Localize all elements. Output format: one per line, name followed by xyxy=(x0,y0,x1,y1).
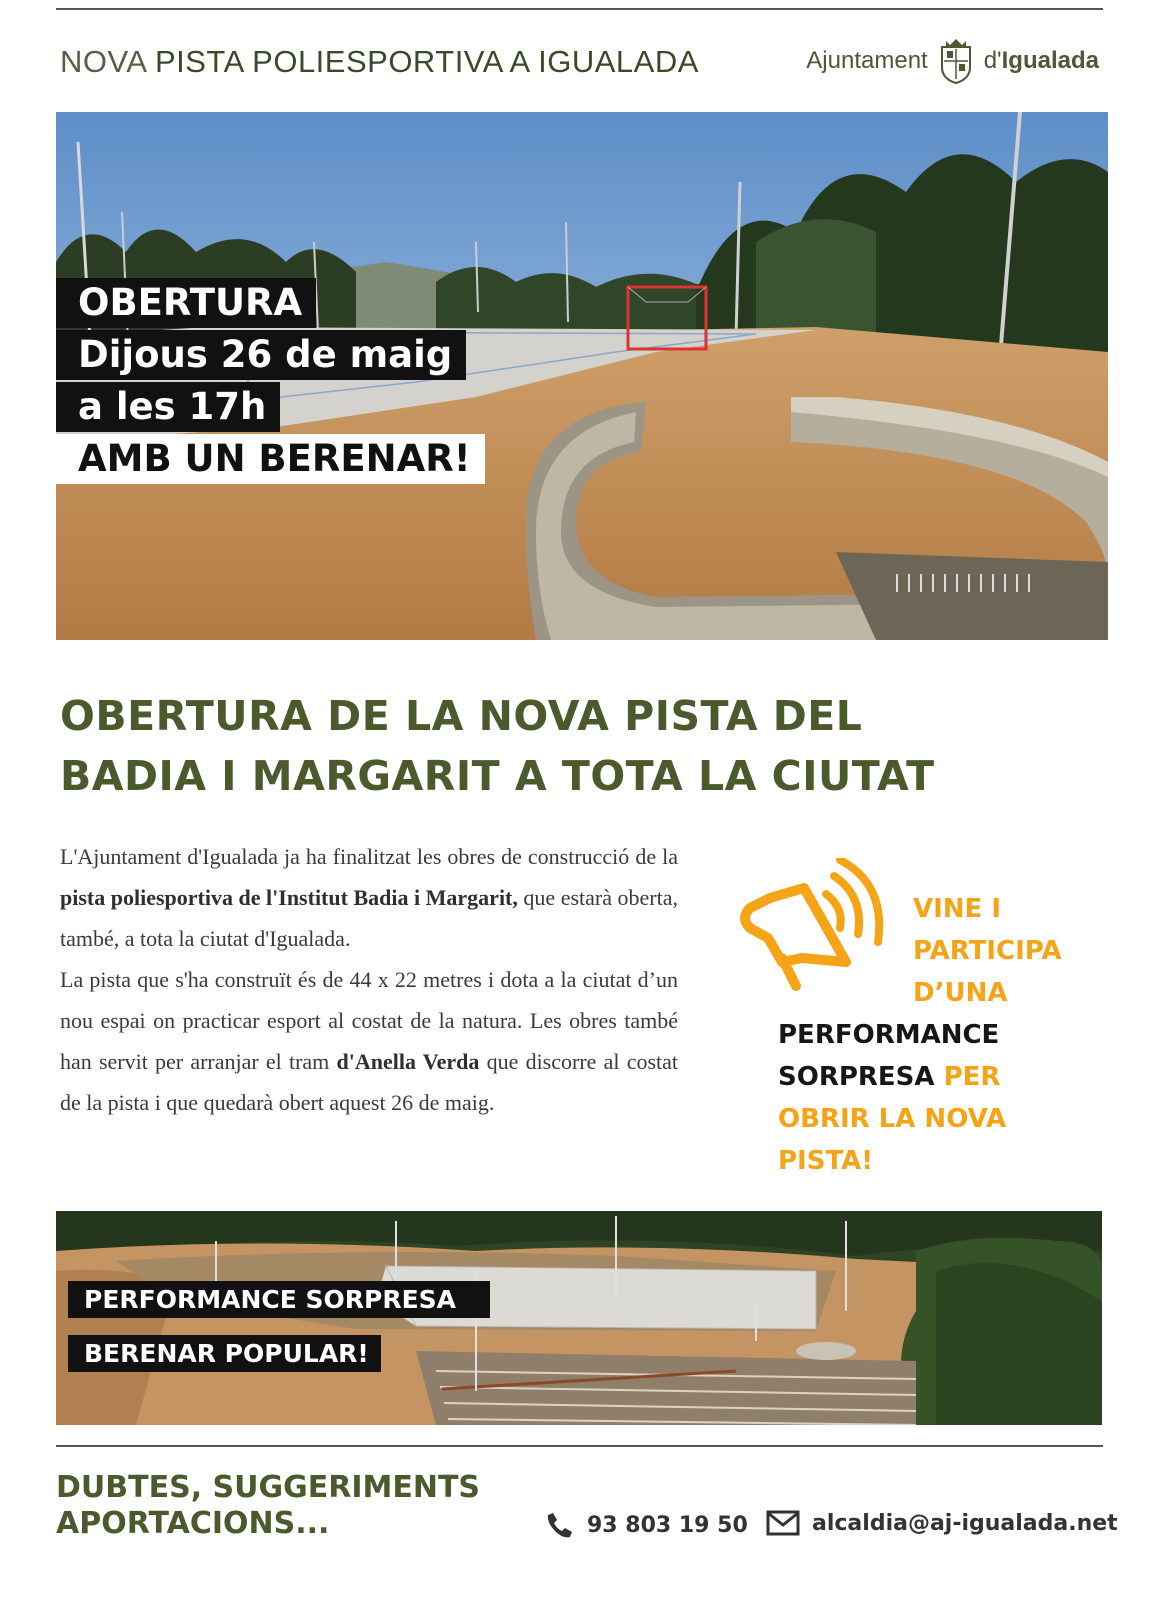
callout-line-5-orange: PER xyxy=(943,1062,1001,1092)
p1-text-a: L'Ajuntament d'Igualada ja ha finalitzat les obres de construcció de la xyxy=(60,844,678,869)
callout-line-5-dark: SORPRESA xyxy=(778,1062,944,1092)
callout-line-4: PERFORMANCE xyxy=(778,1020,1000,1050)
bottom-divider xyxy=(56,1445,1103,1447)
document-title xyxy=(60,44,699,80)
callout-line-2: PARTICIPA xyxy=(913,936,1062,966)
p2-text-b: que discorre al costat de la pista i que quedarà obert aquest 26 de maig. xyxy=(60,1049,679,1115)
body-paragraph-1 xyxy=(60,836,678,959)
hero-tag-obertura: OBERTURA xyxy=(56,278,316,328)
callout-line-7: PISTA! xyxy=(778,1146,874,1176)
hero-tag-berenar: AMB UN BERENAR! xyxy=(56,434,485,484)
main-headline xyxy=(60,686,1110,806)
court-aerial-photo xyxy=(56,1211,1102,1425)
hero-photo xyxy=(56,112,1108,640)
email-contact[interactable] xyxy=(766,1510,1118,1536)
title-light-word: NOVA xyxy=(60,44,146,79)
headline-line-2: BADIA I MARGARIT A TOTA LA CIUTAT xyxy=(60,752,935,800)
envelope-icon xyxy=(766,1510,800,1536)
callout-line-6: OBRIR LA NOVA xyxy=(778,1104,1007,1134)
contact-title xyxy=(56,1470,480,1542)
phone-contact[interactable] xyxy=(545,1510,748,1540)
logo-left-text: Ajuntament xyxy=(806,47,928,74)
callout-line-3: D’UNA xyxy=(913,978,1008,1008)
callout-box xyxy=(778,888,1062,1182)
logo-prefix: d' xyxy=(983,47,1002,74)
photo-tag-performance: PERFORMANCE SORPRESA xyxy=(68,1281,490,1318)
logo-right-text xyxy=(984,47,1099,75)
callout-line-5 xyxy=(778,1056,1062,1098)
ajuntament-logo xyxy=(806,36,1099,86)
contact-title-line-2: APORTACIONS... xyxy=(56,1506,330,1541)
callout-line-1: VINE I xyxy=(913,894,1002,924)
logo-town: Igualada xyxy=(1001,47,1099,74)
headline-line-1: OBERTURA DE LA NOVA PISTA DEL xyxy=(60,692,863,740)
phone-number[interactable]: 93 803 19 50 xyxy=(587,1512,748,1538)
body-text xyxy=(60,836,678,1123)
hero-tag-date: Dijous 26 de maig xyxy=(56,330,466,380)
p1-text-b: que estarà oberta, també, a tota la ciutat d'Igualada. xyxy=(60,885,678,951)
top-divider xyxy=(56,8,1103,10)
photo-tag-berenar: BERENAR POPULAR! xyxy=(68,1335,381,1372)
coat-of-arms-icon xyxy=(936,37,976,85)
hero-tag-time: a les 17h xyxy=(56,382,280,432)
p2-bold: d'Anella Verda xyxy=(336,1049,480,1074)
phone-icon xyxy=(545,1510,575,1540)
email-address[interactable]: alcaldia@aj-igualada.net xyxy=(812,1510,1118,1536)
p2-text-a: La pista que s'ha construït és de 44 x 22 metres i dota a la ciutat d’un nou espai on practicar esport al costat de la natura. Les obres també han servit per arranjar el tram xyxy=(60,967,678,1074)
body-paragraph-2 xyxy=(60,959,678,1123)
p1-bold: pista poliesportiva de l'Institut Badia i Margarit, xyxy=(60,885,518,910)
contact-title-line-1: DUBTES, SUGGERIMENTS xyxy=(56,1470,481,1505)
title-main: PISTA POLIESPORTIVA A IGUALADA xyxy=(154,44,699,79)
